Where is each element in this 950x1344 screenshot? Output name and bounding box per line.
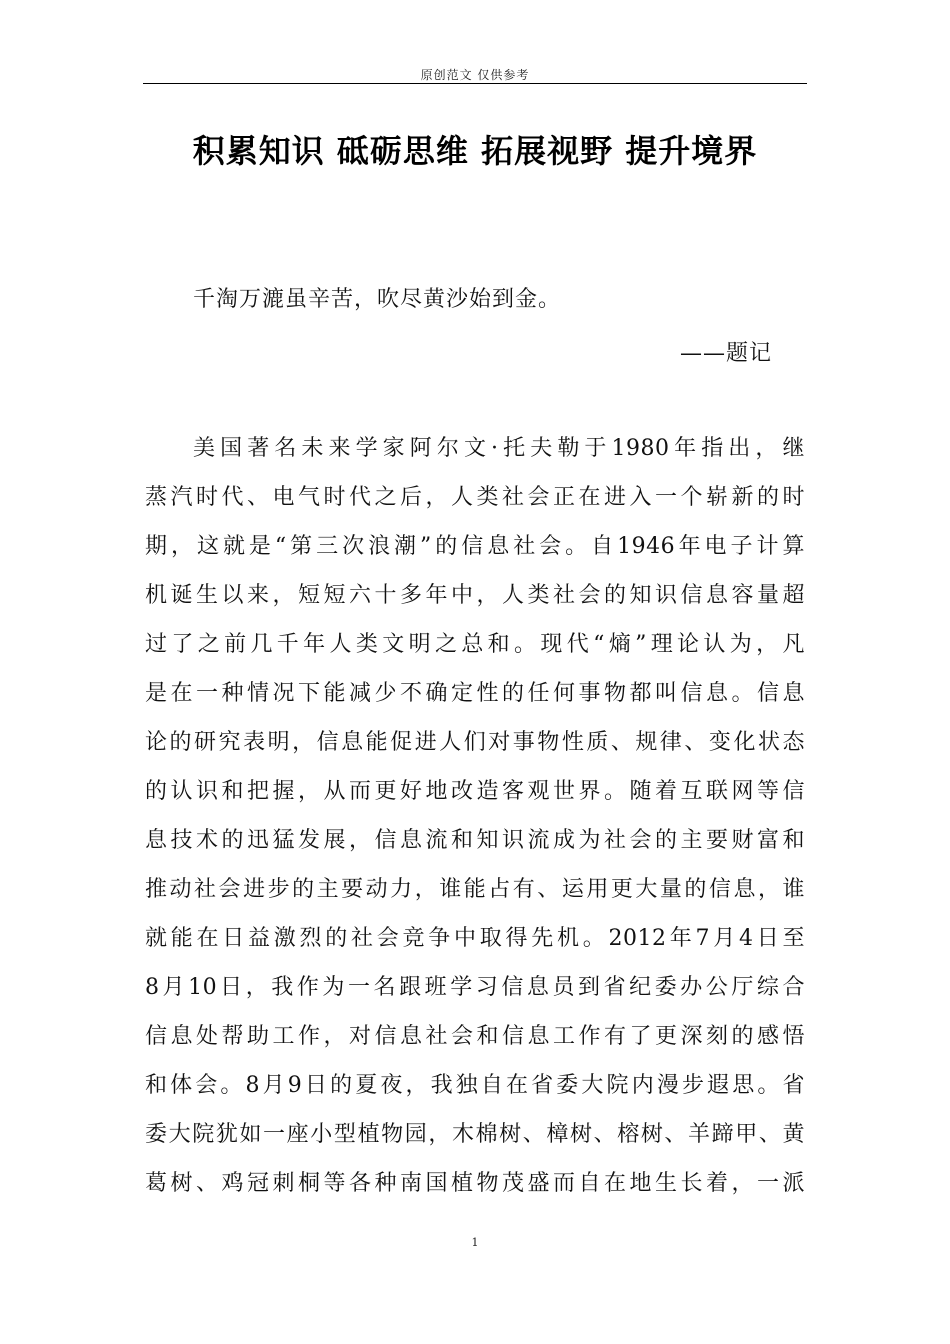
body-line: 8月10日，我作为一名跟班学习信息员到省纪委办公厅综合 — [145, 975, 805, 1000]
page-header: 原创范文 仅供参考 — [420, 68, 530, 82]
body-line: 和体会。8月9日的夏夜，我独自在省委大院内漫步遐思。省 — [145, 1073, 805, 1098]
body-line: 是在一种情况下能减少不确定性的任何事物都叫信息。信息 — [145, 681, 805, 706]
body-line: 过了之前几千年人类文明之总和。现代“熵”理论认为，凡 — [145, 632, 805, 657]
body-line: 息技术的迅猛发展，信息流和知识流成为社会的主要财富和 — [145, 828, 805, 853]
body-line: 的认识和把握，从而更好地改造客观世界。随着互联网等信 — [145, 779, 805, 804]
body-line: 就能在日益激烈的社会竞争中取得先机。2012年7月4日至 — [145, 926, 805, 951]
epigraph-attribution: ——题记 — [680, 341, 773, 366]
page-number: 1 — [471, 1236, 479, 1249]
body-line: 委大院犹如一座小型植物园，木棉树、樟树、榕树、羊蹄甲、黄 — [145, 1122, 805, 1147]
body-line: 葛树、鸡冠刺桐等各种南国植物茂盛而自在地生长着，一派 — [145, 1171, 805, 1196]
body-line: 期，这就是“第三次浪潮”的信息社会。自1946年电子计算 — [145, 534, 805, 559]
body-line: 信息处帮助工作，对信息社会和信息工作有了更深刻的感悟 — [145, 1024, 805, 1049]
body-line: 论的研究表明，信息能促进人们对事物性质、规律、变化状态 — [145, 730, 805, 755]
epigraph-text: 千淘万漉虽辛苦，吹尽黄沙始到金。 — [193, 287, 562, 312]
body-line: 蒸汽时代、电气时代之后，人类社会正在进入一个崭新的时 — [145, 485, 805, 510]
document-title: 积累知识 砥砺思维 拓展视野 提升境界 — [192, 132, 758, 170]
body-line: 美国著名未来学家阿尔文·托夫勒于1980年指出，继 — [193, 436, 805, 461]
body-line: 机诞生以来，短短六十多年中，人类社会的知识信息容量超 — [145, 583, 805, 608]
body-line: 推动社会进步的主要动力，谁能占有、运用更大量的信息，谁 — [145, 877, 805, 902]
